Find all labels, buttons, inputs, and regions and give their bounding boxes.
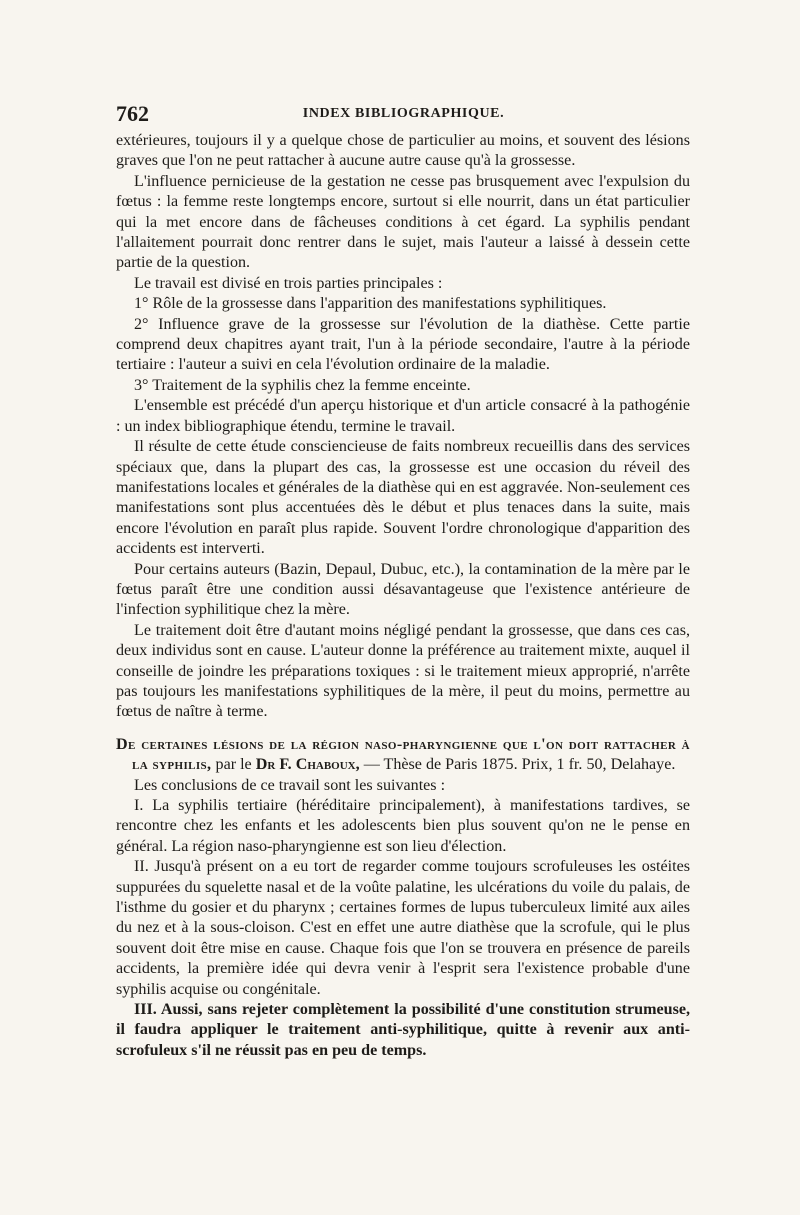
bibliography-entry <box>116 735 690 776</box>
paragraph-7: L'ensemble est précédé d'un aperçu historique et d'un article consacré à la pathogénie : un index bibliographique étendu, termine le travail. <box>116 397 690 435</box>
body-text <box>116 131 690 1061</box>
paragraph-10: Le traitement doit être d'autant moins négligé pendant la grossesse, que dans ces cas, deux individus sont en cause. L'auteur donne la préférence au traitement mixte, auquel il conseille de joindre les préparations toxiques : si le traitement mieux approprié, n'arrête pas toujours les manifestations syphilitiques de la mère, il peut du moins, permettre au fœtus de naître à terme. <box>116 621 690 721</box>
paragraph-5: 2° Influence grave de la grossesse sur l'évolution de la diathèse. Cette partie comprend deux chapitres ayant trait, l'un à la période secondaire, l'autre à la période tertiaire : l'auteur a suivi en cela l'évolution ordinaire de la maladie. <box>116 315 690 374</box>
entry-author: Dr F. Chaboux, <box>255 756 360 774</box>
paragraph-8: Il résulte de cette étude consciencieuse de faits nombreux recueillis dans des services spéciaux que, dans la plupart des cas, la grossesse est une occasion du réveil des manifestations locales et générales de la diathèse qui en est aggravée. Non-seulement ces manifestations sont plus accentuées dès le début et plus tenaces dans la suite, mais encore l'évolution en paraît plus rapide. Souvent l'ordre chronologique d'apparition des accidents est interverti. <box>116 438 690 558</box>
entry-details: — Thèse de Paris 1875. Prix, 1 fr. 50, Delahaye. <box>363 756 676 774</box>
page-number: 762 <box>116 101 149 126</box>
running-title: INDEX BIBLIOGRAPHIQUE. <box>302 106 505 121</box>
paragraph-3: Le travail est divisé en trois parties principales : <box>134 274 443 292</box>
entry-title: De certaines lésions de la région naso-pharyngienne que l'on doit rattacher à la syphilis, <box>116 735 690 774</box>
paragraph-6: 3° Traitement de la syphilis chez la femme enceinte. <box>134 376 471 394</box>
conclusion-3: III. Aussi, sans rejeter complètement la possibilité d'une constitution strumeuse, il faudra appliquer le traitement anti-syphilitique, quitte à revenir aux anti-scrofuleux s'il ne réussit pas en peu de temps. <box>116 1001 690 1059</box>
conclusion-1: I. La syphilis tertiaire (héréditaire principalement), à manifestations tardives, se rencontre chez les enfants et les adolescents bien plus souvent qu'on ne le pense en général. La région naso-pharyngienne est son lieu d'élection. <box>116 797 690 855</box>
paragraph-9: Pour certains auteurs (Bazin, Depaul, Dubuc, etc.), la contamination de la mère par le fœtus paraît être une condition aussi désavantageuse que l'existence antérieure de l'infection syphilitique chez la mère. <box>116 560 690 619</box>
page-header <box>116 101 691 127</box>
paragraph-4: 1° Rôle de la grossesse dans l'apparition des manifestations syphilitiques. <box>134 295 607 313</box>
conclusions-intro: Les conclusions de ce travail sont les suivantes : <box>134 776 446 794</box>
conclusion-2: II. Jusqu'à présent on a eu tort de regarder comme toujours scrofuleuses les ostéites suppurées du squelette nasal et de la voûte palatine, les ulcérations du voile du palais, de l'isthme du gosier et du pharynx ; certaines formes de lupus tuberculeux limité aux ailes du nez et à la sous-cloison. C'est en effet une autre diathèse que la scrofule, qui le plus souvent doit être mise en cause. Chaque fois que l'on se trouvera en présence de pareils accidents, la première idée qui devra venir à l'esprit sera l'existence probable d'une syphilis acquise ou congénitale. <box>116 858 690 998</box>
paragraph-1: extérieures, toujours il y a quelque chose de particulier au moins, et souvent des lésions graves que l'on ne peut rattacher à aucune autre cause qu'à la grossesse. <box>116 132 690 170</box>
entry-author-prefix: par le <box>215 756 252 774</box>
paragraph-2: L'influence pernicieuse de la gestation ne cesse pas brusquement avec l'expulsion du fœtus : la femme reste longtemps encore, surtout si elle nourrit, dans un état particulier qui la met encore dans de fâcheuses conditions à cet égard. La syphilis pendant l'allaitement pourrait donc rentrer dans le sujet, mais l'auteur a laissé à dessein cette partie de la question. <box>116 172 690 272</box>
